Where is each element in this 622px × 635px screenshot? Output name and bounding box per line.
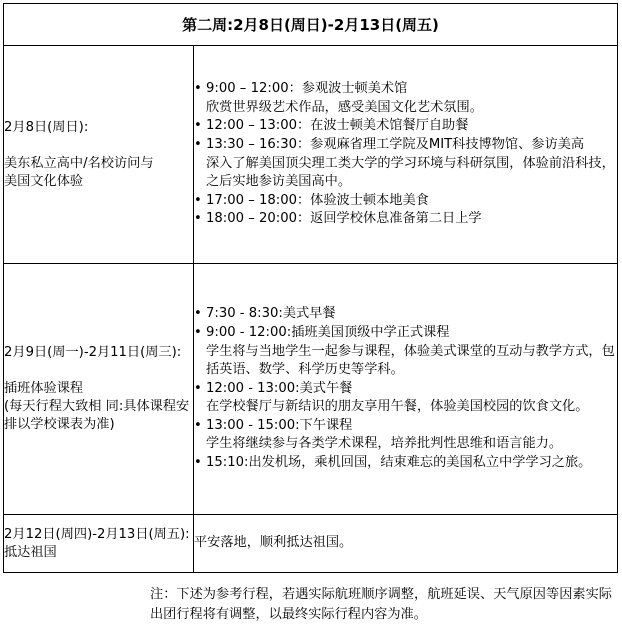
activity-list — [194, 305, 617, 472]
list-item — [194, 305, 617, 324]
table-row — [4, 515, 618, 573]
spacer — [4, 137, 193, 155]
activity-time-title: • 15:10:出发机场，乘机回国，结束难忘的美国私立中学学习之旅。 — [206, 455, 592, 471]
activity-time-title: • 17:00 – 18:00：体验波士顿本地美食 — [206, 192, 429, 208]
activity-time-title: • 9:00 - 12:00:插班美国顶级中学正式课程 — [206, 324, 450, 340]
week-title: 第二周:2月8日(周日)-2月13日(周五) — [4, 4, 618, 46]
activity-time-title: • 7:30 - 8:30:美式早餐 — [206, 306, 336, 322]
activities-cell — [194, 46, 618, 264]
activity-description: 欣赏世界级艺术作品，感受美国文化艺术氛围。 — [206, 99, 483, 115]
list-item — [194, 454, 617, 473]
spacer — [4, 362, 193, 380]
activity-time-title: • 12:00 - 13:00:美式午餐 — [206, 380, 353, 396]
list-item — [194, 80, 617, 117]
footnote: 注：下述为参考行程，若遇实际航班顺序调整，航班延误、天气原因等因素实际出团行程将有调整，以最终实际行程内容为准。 — [150, 587, 612, 622]
list-item — [194, 210, 617, 229]
day-theme-cont: 美国文化体验 — [4, 173, 84, 189]
activity-list — [194, 80, 617, 229]
activity-description: 在学校餐厅与新结识的朋友享用午餐，体验美国校园的饮食文化。 — [206, 399, 589, 415]
activity-time-title: • 13:30 – 16:30：参观麻省理工学院及MIT科技博物馆、参访美高 — [206, 136, 585, 152]
arrival-text: 平安落地，顺利抵达祖国。 — [194, 535, 353, 551]
activity-description: 学生将继续参与各类学术课程，培养批判性思维和语言能力。 — [206, 436, 563, 452]
list-item — [194, 324, 617, 380]
list-item — [194, 192, 617, 211]
activity-description: 学生将与当地学生一起参与课程，体验美式课堂的互动与教学方式，包括英语、数学、科学历史等学科。 — [206, 343, 615, 378]
day-date: 2月9日(周一)-2月11日(周三): — [4, 345, 182, 360]
activity-time-title: • 9:00 – 12:00：参观波士顿美术馆 — [206, 81, 408, 97]
list-item — [194, 136, 617, 192]
list-item — [194, 117, 617, 136]
day-date: 2月8日(周日): — [4, 119, 89, 135]
activity-time-title: • 13:00 - 15:00:下午课程 — [206, 417, 353, 433]
table-row — [4, 264, 618, 515]
list-item — [194, 417, 617, 454]
day-theme: 抵达祖国 — [4, 544, 57, 560]
day-label-cell — [4, 264, 194, 515]
day-date: 2月12日(周四)-2月13日(周五): — [4, 526, 190, 542]
day-label-cell — [4, 515, 194, 573]
day-theme: 美东私立高中/名校访问与 — [4, 155, 154, 171]
day-label-cell — [4, 46, 194, 264]
activity-time-title: • 18:00 – 20:00：返回学校休息准备第二日上学 — [206, 211, 482, 227]
table-row — [4, 46, 618, 264]
week-title-row — [4, 4, 618, 46]
activities-cell — [194, 264, 618, 515]
activities-cell — [194, 515, 618, 573]
day-theme-note: (每天行程大致相 同:具体课程安排以学校课表为准) — [4, 399, 190, 432]
activity-time-title: • 12:00 – 13:00：在波士顿美术馆餐厅自助餐 — [206, 118, 469, 134]
day-theme: 插班体验课程 — [4, 381, 84, 396]
schedule-table — [3, 3, 618, 573]
list-item — [194, 380, 617, 417]
activity-description: 深入了解美国顶尖理工类大学的学习环境与科研氛围，体验前沿科技，之后实地参访美国高中。 — [206, 155, 615, 190]
